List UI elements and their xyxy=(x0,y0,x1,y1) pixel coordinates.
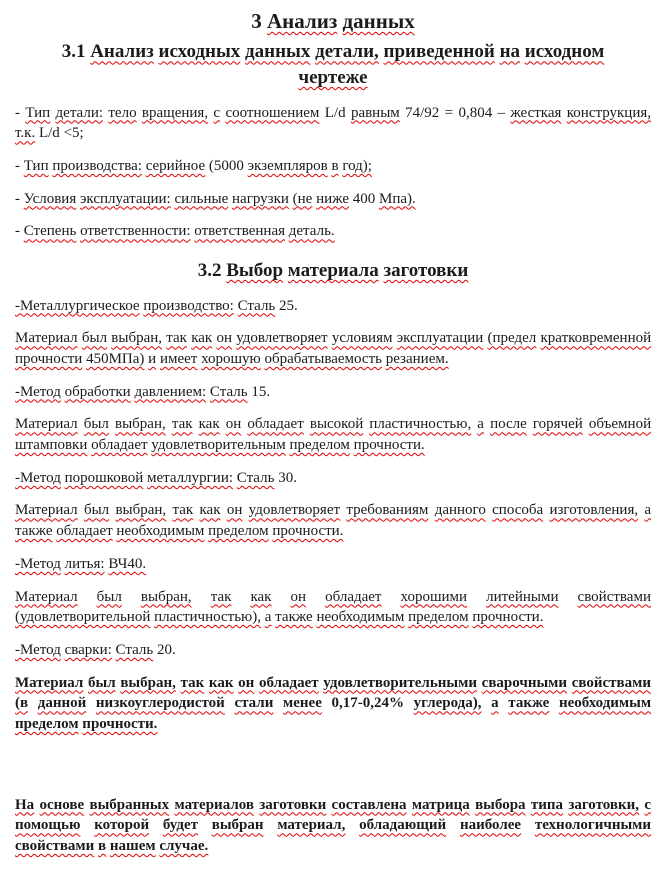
spellcheck-flagged-word: менее xyxy=(283,695,322,712)
spellcheck-flagged-word: как xyxy=(199,502,221,519)
para-welding-reason: Материал был выбран, так как он обладает удовлетворительными сварочными свойствами (в данной низкоуглеродистой стали менее 0,17-0,24% углерода), а также необходимым пределом прочности. xyxy=(15,674,652,732)
spellcheck-flagged-word: удовлетворяет xyxy=(236,330,328,347)
spellcheck-flagged-word: пределом xyxy=(208,523,269,540)
spellcheck-flagged-word: прочности. xyxy=(272,523,344,540)
spellcheck-flagged-word: пределом xyxy=(289,437,350,454)
spellcheck-flagged-word: обработки xyxy=(64,383,131,400)
spellcheck-flagged-word: равным xyxy=(350,104,400,121)
spellcheck-flagged-word: прочности. xyxy=(472,609,544,626)
spellcheck-flagged-word: производство: xyxy=(143,297,234,314)
spellcheck-flagged-word: так xyxy=(172,502,194,519)
spellcheck-flagged-word: условиям xyxy=(331,330,393,347)
spellcheck-flagged-word: нашем xyxy=(109,838,156,855)
spellcheck-flagged-word: кратковременной xyxy=(540,330,652,347)
spellcheck-flagged-word: На xyxy=(15,796,35,813)
spellcheck-flagged-word: с xyxy=(644,796,652,813)
spellcheck-flagged-word: матрица xyxy=(411,796,470,813)
spellcheck-flagged-word: Сталь xyxy=(209,383,248,400)
spellcheck-flagged-word: -Метод xyxy=(15,641,61,658)
spellcheck-flagged-word: низкоуглеродистой xyxy=(95,695,225,712)
spellcheck-flagged-word: Материал xyxy=(15,674,84,691)
chapter-title: 3 Анализ данных xyxy=(251,9,415,33)
spellcheck-flagged-word: тело xyxy=(108,104,137,121)
spellcheck-flagged-word: удовлетворительным xyxy=(151,437,286,454)
spellcheck-flagged-word: свойствами xyxy=(15,838,95,855)
spellcheck-flagged-word: (предел xyxy=(487,330,537,347)
spellcheck-flagged-word: приведенной xyxy=(383,41,495,63)
spellcheck-flagged-word: так xyxy=(180,674,205,691)
spellcheck-flagged-word: обладает xyxy=(91,437,148,454)
spellcheck-flagged-word: штамповки xyxy=(15,437,88,454)
spellcheck-flagged-word: а xyxy=(477,416,484,433)
spellcheck-flagged-word: необходимым xyxy=(116,523,205,540)
spellcheck-flagged-word: обладает xyxy=(247,416,304,433)
spellcheck-flagged-word: необходимым xyxy=(558,695,652,712)
spellcheck-flagged-word: а xyxy=(491,695,499,712)
spellcheck-flagged-word: которой xyxy=(94,817,150,834)
spellcheck-flagged-word: прочности xyxy=(15,351,83,368)
spellcheck-flagged-word: серийное xyxy=(145,157,206,174)
spellcheck-flagged-word: резанием. xyxy=(385,351,449,368)
spellcheck-flagged-word: т.к. xyxy=(15,125,36,142)
spellcheck-flagged-word: был xyxy=(96,588,122,605)
spellcheck-flagged-word: исходном xyxy=(524,41,605,63)
spellcheck-flagged-word: свойствами xyxy=(571,674,652,691)
spellcheck-flagged-word: как xyxy=(198,416,220,433)
spellcheck-flagged-word: литья: xyxy=(64,555,105,572)
spellcheck-flagged-word: конструкция, xyxy=(566,104,652,121)
spellcheck-flagged-word: заготовки xyxy=(383,260,469,282)
spellcheck-flagged-word: также xyxy=(508,695,550,712)
spellcheck-flagged-word: производства: xyxy=(52,157,142,174)
spellcheck-flagged-word: пластичностью, xyxy=(369,416,472,433)
spellcheck-flagged-word: материала xyxy=(287,260,379,282)
spellcheck-flagged-word: имеет xyxy=(159,351,198,368)
spellcheck-flagged-word: данной xyxy=(37,695,87,712)
spellcheck-flagged-word: выбран, xyxy=(115,416,166,433)
spellcheck-flagged-word: ВЧ40. xyxy=(108,555,147,572)
spellcheck-flagged-word: требованиям xyxy=(346,502,429,519)
spellcheck-flagged-word: был xyxy=(83,416,109,433)
spellcheck-flagged-word: необходимым xyxy=(316,609,405,626)
para-metallurgy-material: -Металлургическое производство: Сталь 25. xyxy=(15,297,298,314)
spellcheck-flagged-word: Тип xyxy=(25,104,51,121)
spellcheck-flagged-word: сильные xyxy=(174,190,229,207)
spellcheck-flagged-word: хорошую xyxy=(201,351,261,368)
spellcheck-flagged-word: изготовления, xyxy=(549,502,639,519)
spellcheck-flagged-word: (не xyxy=(292,190,313,207)
section-heading-3-1: 3.1 Анализ исходных данных детали, приведенной на исходном чертеже xyxy=(61,41,605,88)
blank-space xyxy=(15,747,651,783)
spellcheck-flagged-word: выбран, xyxy=(115,502,167,519)
spellcheck-flagged-word: высокой xyxy=(309,416,364,433)
spellcheck-flagged-word: так xyxy=(171,416,193,433)
para-operating-conditions: - Условия эксплуатации: сильные нагрузки (не ниже 400 Мпа). xyxy=(15,190,416,207)
spellcheck-flagged-word: пределом xyxy=(15,715,79,732)
spellcheck-flagged-word: выбранных xyxy=(89,796,170,813)
spellcheck-flagged-word: он xyxy=(238,674,255,691)
spellcheck-flagged-word: пластичностью), xyxy=(154,609,261,626)
spellcheck-flagged-word: на xyxy=(499,41,521,63)
spellcheck-flagged-word: пределом xyxy=(408,609,469,626)
spellcheck-flagged-word: металлургии: xyxy=(146,469,234,486)
spellcheck-flagged-word: наиболее xyxy=(459,817,522,834)
spellcheck-flagged-word: ниже xyxy=(316,190,349,207)
spellcheck-flagged-word: в xyxy=(98,838,107,855)
spellcheck-flagged-word: Материал xyxy=(15,416,78,433)
spellcheck-flagged-word: заготовки, xyxy=(568,796,640,813)
spellcheck-flagged-word: вращения, xyxy=(141,104,209,121)
spellcheck-flagged-word: выбран, xyxy=(111,330,163,347)
spellcheck-flagged-word: материалов xyxy=(174,796,254,813)
spellcheck-flagged-word: данных xyxy=(245,41,311,63)
para-responsibility: - Степень ответственности: ответственная деталь. xyxy=(15,223,335,240)
para-detail-type: - Тип детали: тело вращения, с соотношением L/d равным 74/92 = 0,804 – жесткая конструкция, т.к. L/d <5; xyxy=(15,104,652,142)
spellcheck-flagged-word: прочности. xyxy=(353,437,425,454)
spellcheck-flagged-word: -Метод xyxy=(15,555,61,572)
spellcheck-flagged-word: (в xyxy=(15,695,29,712)
spellcheck-flagged-word: он xyxy=(290,588,307,605)
spellcheck-flagged-word: помощью xyxy=(15,817,81,834)
spellcheck-flagged-word: эксплуатации xyxy=(396,330,484,347)
spellcheck-flagged-word: он xyxy=(216,330,232,347)
spellcheck-flagged-word: также xyxy=(15,523,53,540)
spellcheck-flagged-word: давлением: xyxy=(134,383,207,400)
spellcheck-flagged-word: данного xyxy=(434,502,486,519)
spellcheck-flagged-word: с xyxy=(213,104,221,121)
spellcheck-flagged-word: углерода), xyxy=(413,695,482,712)
spellcheck-flagged-word: выбран xyxy=(211,817,264,834)
spellcheck-flagged-word: год); xyxy=(342,157,372,174)
spellcheck-flagged-word: удовлетворительными xyxy=(323,674,477,691)
spellcheck-flagged-word: исходных xyxy=(158,41,241,63)
spellcheck-flagged-word: способа xyxy=(492,502,544,519)
spellcheck-flagged-word: был xyxy=(81,330,108,347)
spellcheck-flagged-word: выбран, xyxy=(140,588,192,605)
spellcheck-flagged-word: как xyxy=(208,674,234,691)
spellcheck-flagged-word: -Метод xyxy=(15,383,61,400)
spellcheck-flagged-word: обладающий xyxy=(359,817,447,834)
spellcheck-flagged-word: как xyxy=(191,330,213,347)
para-matrix-conclusion xyxy=(15,795,651,857)
para-powder-reason xyxy=(15,500,651,541)
spellcheck-flagged-word: прочности. xyxy=(82,715,158,732)
spellcheck-flagged-word: 450МПа) xyxy=(86,351,145,368)
spellcheck-flagged-word: -Метод xyxy=(15,469,61,486)
para-welding-material: -Метод сварки: Сталь 20. xyxy=(15,641,176,658)
spellcheck-flagged-word: в xyxy=(331,157,339,174)
spellcheck-flagged-word: данных xyxy=(342,9,415,33)
spellcheck-flagged-word: объемной xyxy=(588,416,652,433)
spellcheck-flagged-word: эксплуатации: xyxy=(79,190,171,207)
para-casting-material xyxy=(15,554,651,575)
spellcheck-flagged-word: литейными xyxy=(486,588,559,605)
spellcheck-flagged-word: так xyxy=(210,588,232,605)
spellcheck-flagged-word: будет xyxy=(162,817,198,834)
spellcheck-flagged-word: ответственности: xyxy=(80,223,191,240)
spellcheck-flagged-word: обладает xyxy=(325,588,382,605)
spellcheck-flagged-word: сварочными xyxy=(481,674,568,691)
spellcheck-flagged-word: материал, xyxy=(277,817,346,834)
spellcheck-flagged-word: соотношением xyxy=(225,104,320,121)
spellcheck-flagged-word: Выбор xyxy=(226,260,284,282)
spellcheck-flagged-word: обладает xyxy=(56,523,113,540)
spellcheck-flagged-word: а xyxy=(264,609,272,626)
spellcheck-flagged-word: деталь. xyxy=(288,223,335,240)
spellcheck-flagged-word: составлена xyxy=(331,796,407,813)
spellcheck-flagged-word: был xyxy=(83,502,110,519)
spellcheck-flagged-word: типа xyxy=(530,796,564,813)
spellcheck-flagged-word: был xyxy=(88,674,116,691)
spellcheck-flagged-word: Сталь xyxy=(115,641,154,658)
spellcheck-flagged-word: экземпляров xyxy=(247,157,328,174)
spellcheck-flagged-word: технологичными xyxy=(534,817,652,834)
spellcheck-flagged-word: Анализ xyxy=(267,9,338,33)
spellcheck-flagged-word: хорошими xyxy=(400,588,468,605)
para-casting-reason xyxy=(15,587,651,628)
spellcheck-flagged-word: после xyxy=(490,416,527,433)
spellcheck-flagged-word: Материал xyxy=(15,588,78,605)
spellcheck-flagged-word: и xyxy=(148,351,157,368)
spellcheck-flagged-word: горячей xyxy=(532,416,583,433)
spellcheck-flagged-word: случае. xyxy=(159,838,209,855)
para-pressure-material: -Метод обработки давлением: Сталь 15. xyxy=(15,383,271,400)
spellcheck-flagged-word: обладает xyxy=(258,674,319,691)
spellcheck-flagged-word: Сталь xyxy=(237,297,276,314)
spellcheck-flagged-word: жесткая xyxy=(510,104,562,121)
spellcheck-flagged-word: Тип xyxy=(23,157,49,174)
spellcheck-flagged-word: детали, xyxy=(315,41,379,63)
spellcheck-flagged-word: нагрузки xyxy=(232,190,289,207)
spellcheck-flagged-word: (удовлетворительной xyxy=(15,609,151,626)
para-pressure-reason xyxy=(15,414,651,455)
spellcheck-flagged-word: он xyxy=(226,502,243,519)
para-production-type: - Тип производства: серийное (5000 экземпляров в год); xyxy=(15,157,372,174)
spellcheck-flagged-word: ответственная xyxy=(194,223,286,240)
section-heading-3-2: 3.2 Выбор материала заготовки xyxy=(197,260,469,282)
spellcheck-flagged-word: выбран, xyxy=(120,674,176,691)
spellcheck-flagged-word: а xyxy=(644,502,652,519)
spellcheck-flagged-word: детали: xyxy=(55,104,104,121)
spellcheck-flagged-word: свойствами xyxy=(577,588,651,605)
para-metallurgy-reason xyxy=(15,328,651,369)
spellcheck-flagged-word: Степень xyxy=(23,223,77,240)
spellcheck-flagged-word: Анализ xyxy=(90,41,154,63)
para-powder-material: -Метод порошковой металлургии: Сталь 30. xyxy=(15,469,297,486)
spellcheck-flagged-word: Мпа). xyxy=(378,190,416,207)
spellcheck-flagged-word: Условия xyxy=(23,190,77,207)
spellcheck-flagged-word: порошковой xyxy=(64,469,144,486)
spellcheck-flagged-word: удовлетворяет xyxy=(248,502,341,519)
spellcheck-flagged-word: он xyxy=(225,416,242,433)
spellcheck-flagged-word: основе xyxy=(39,796,85,813)
spellcheck-flagged-word: так xyxy=(166,330,187,347)
spellcheck-flagged-word: стали xyxy=(234,695,274,712)
spellcheck-flagged-word: Сталь xyxy=(236,469,275,486)
spellcheck-flagged-word: -Металлургическое xyxy=(15,297,140,314)
spellcheck-flagged-word: обрабатываемость xyxy=(264,351,382,368)
spellcheck-flagged-word: сварки: xyxy=(64,641,112,658)
spellcheck-flagged-word: чертеже xyxy=(298,66,368,88)
spellcheck-flagged-word: заготовки xyxy=(259,796,327,813)
spellcheck-flagged-word: также xyxy=(275,609,313,626)
spellcheck-flagged-word: как xyxy=(250,588,272,605)
spellcheck-flagged-word: выбора xyxy=(475,796,526,813)
spellcheck-flagged-word: Материал xyxy=(15,502,78,519)
spellcheck-flagged-word: Материал xyxy=(15,330,78,347)
